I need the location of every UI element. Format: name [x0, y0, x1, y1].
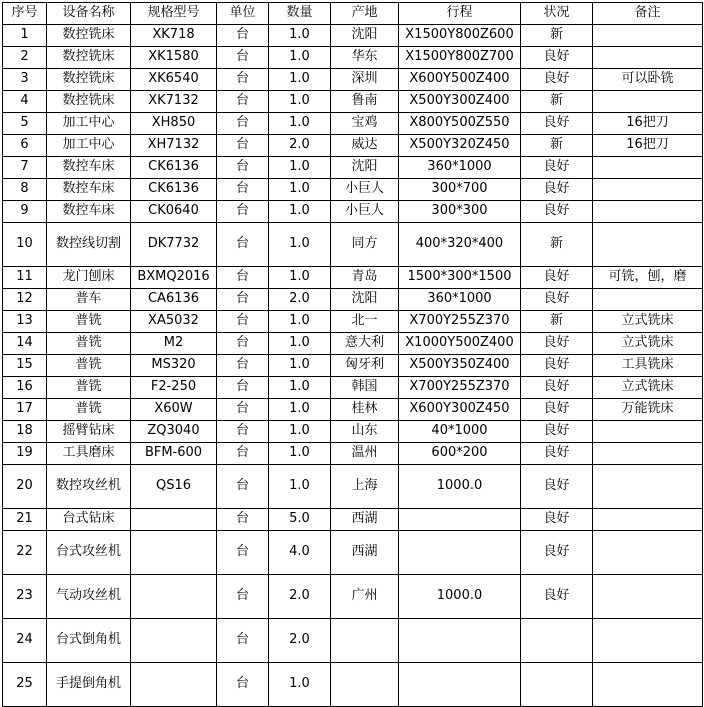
- cell-unit: 台: [217, 135, 269, 157]
- cell-quantity: 1.0: [269, 47, 331, 69]
- cell-origin: 威达: [331, 135, 399, 157]
- cell-quantity: 1.0: [269, 377, 331, 399]
- cell-origin: [331, 619, 399, 663]
- cell-model: F2-250: [131, 377, 217, 399]
- cell-origin: 同方: [331, 223, 399, 267]
- cell-model: QS16: [131, 465, 217, 509]
- cell-name: 加工中心: [47, 135, 131, 157]
- table-row: [3, 443, 703, 465]
- column-header-remark: 备注: [593, 3, 703, 25]
- cell-remark: [593, 465, 703, 509]
- cell-origin: 匈牙利: [331, 355, 399, 377]
- cell-index: 9: [3, 201, 47, 223]
- cell-origin: 鲁南: [331, 91, 399, 113]
- cell-travel: 300*700: [399, 179, 521, 201]
- cell-origin: 深圳: [331, 69, 399, 91]
- cell-travel: 40*1000: [399, 421, 521, 443]
- cell-travel: 360*1000: [399, 157, 521, 179]
- cell-travel: X600Y500Z400: [399, 69, 521, 91]
- table-header-row: [3, 3, 703, 25]
- cell-quantity: 1.0: [269, 157, 331, 179]
- cell-quantity: 4.0: [269, 531, 331, 575]
- cell-index: 19: [3, 443, 47, 465]
- cell-travel: 1500*300*1500: [399, 267, 521, 289]
- cell-travel: X500Y350Z400: [399, 355, 521, 377]
- cell-origin: 沈阳: [331, 157, 399, 179]
- cell-remark: [593, 509, 703, 531]
- cell-name: 数控车床: [47, 201, 131, 223]
- cell-model: X60W: [131, 399, 217, 421]
- cell-name: 数控铣床: [47, 91, 131, 113]
- cell-remark: [593, 663, 703, 707]
- column-header-model: 规格型号: [131, 3, 217, 25]
- cell-model: CK6136: [131, 179, 217, 201]
- table-row: [3, 157, 703, 179]
- cell-origin: 桂林: [331, 399, 399, 421]
- cell-travel: X1500Y800Z600: [399, 25, 521, 47]
- cell-origin: 韩国: [331, 377, 399, 399]
- table-row: [3, 619, 703, 663]
- cell-index: 20: [3, 465, 47, 509]
- cell-unit: 台: [217, 25, 269, 47]
- table-row: [3, 47, 703, 69]
- cell-condition: 良好: [521, 157, 593, 179]
- cell-model: CK6136: [131, 157, 217, 179]
- cell-quantity: 1.0: [269, 465, 331, 509]
- cell-name: 数控攻丝机: [47, 465, 131, 509]
- cell-origin: [331, 663, 399, 707]
- cell-condition: 良好: [521, 399, 593, 421]
- cell-origin: 山东: [331, 421, 399, 443]
- cell-travel: X800Y500Z550: [399, 113, 521, 135]
- table-row: [3, 575, 703, 619]
- cell-name: 普铣: [47, 377, 131, 399]
- cell-name: 摇臂钻床: [47, 421, 131, 443]
- cell-name: 手提倒角机: [47, 663, 131, 707]
- cell-quantity: 1.0: [269, 25, 331, 47]
- cell-name: 龙门刨床: [47, 267, 131, 289]
- cell-condition: 良好: [521, 333, 593, 355]
- cell-remark: [593, 531, 703, 575]
- cell-remark: 立式铣床: [593, 311, 703, 333]
- table-row: [3, 333, 703, 355]
- cell-travel: X700Y255Z370: [399, 311, 521, 333]
- cell-condition: 新: [521, 223, 593, 267]
- cell-index: 18: [3, 421, 47, 443]
- cell-travel: X1500Y800Z700: [399, 47, 521, 69]
- cell-index: 8: [3, 179, 47, 201]
- cell-model: BXMQ2016: [131, 267, 217, 289]
- cell-origin: 沈阳: [331, 25, 399, 47]
- cell-quantity: 1.0: [269, 355, 331, 377]
- cell-unit: 台: [217, 223, 269, 267]
- cell-model: [131, 619, 217, 663]
- cell-condition: 良好: [521, 421, 593, 443]
- cell-model: M2: [131, 333, 217, 355]
- cell-travel: X500Y300Z400: [399, 91, 521, 113]
- cell-origin: 小巨人: [331, 179, 399, 201]
- cell-name: 数控铣床: [47, 47, 131, 69]
- cell-index: 13: [3, 311, 47, 333]
- cell-remark: 万能铣床: [593, 399, 703, 421]
- cell-origin: 上海: [331, 465, 399, 509]
- cell-travel: [399, 509, 521, 531]
- table-row: [3, 531, 703, 575]
- table-row: [3, 179, 703, 201]
- cell-quantity: 1.0: [269, 663, 331, 707]
- cell-name: 台式钻床: [47, 509, 131, 531]
- cell-quantity: 1.0: [269, 399, 331, 421]
- cell-quantity: 1.0: [269, 267, 331, 289]
- cell-index: 17: [3, 399, 47, 421]
- cell-model: XH7132: [131, 135, 217, 157]
- cell-name: 台式攻丝机: [47, 531, 131, 575]
- cell-remark: [593, 421, 703, 443]
- cell-travel: X500Y320Z450: [399, 135, 521, 157]
- table-row: [3, 113, 703, 135]
- cell-origin: 小巨人: [331, 201, 399, 223]
- cell-quantity: 2.0: [269, 289, 331, 311]
- cell-condition: 新: [521, 311, 593, 333]
- table-row: [3, 289, 703, 311]
- cell-quantity: 1.0: [269, 223, 331, 267]
- cell-quantity: 1.0: [269, 333, 331, 355]
- equipment-table: [2, 2, 703, 707]
- cell-index: 1: [3, 25, 47, 47]
- cell-name: 数控线切割: [47, 223, 131, 267]
- cell-remark: [593, 25, 703, 47]
- cell-unit: 台: [217, 663, 269, 707]
- cell-quantity: 1.0: [269, 201, 331, 223]
- column-header-quantity: 数量: [269, 3, 331, 25]
- cell-remark: [593, 201, 703, 223]
- cell-unit: 台: [217, 113, 269, 135]
- cell-index: 7: [3, 157, 47, 179]
- cell-unit: 台: [217, 619, 269, 663]
- cell-condition: 良好: [521, 47, 593, 69]
- table-row: [3, 355, 703, 377]
- cell-origin: 青岛: [331, 267, 399, 289]
- cell-model: MS320: [131, 355, 217, 377]
- column-header-origin: 产地: [331, 3, 399, 25]
- cell-model: XK7132: [131, 91, 217, 113]
- cell-index: 3: [3, 69, 47, 91]
- cell-index: 12: [3, 289, 47, 311]
- cell-index: 24: [3, 619, 47, 663]
- cell-name: 台式倒角机: [47, 619, 131, 663]
- cell-remark: 16把刀: [593, 113, 703, 135]
- cell-index: 15: [3, 355, 47, 377]
- cell-unit: 台: [217, 157, 269, 179]
- cell-unit: 台: [217, 509, 269, 531]
- cell-name: 普铣: [47, 333, 131, 355]
- cell-unit: 台: [217, 399, 269, 421]
- cell-travel: X1000Y500Z400: [399, 333, 521, 355]
- cell-index: 25: [3, 663, 47, 707]
- cell-unit: 台: [217, 377, 269, 399]
- column-header-name: 设备名称: [47, 3, 131, 25]
- cell-condition: [521, 619, 593, 663]
- cell-condition: 新: [521, 91, 593, 113]
- table-row: [3, 201, 703, 223]
- cell-travel: [399, 663, 521, 707]
- cell-unit: 台: [217, 421, 269, 443]
- cell-remark: [593, 443, 703, 465]
- cell-unit: 台: [217, 179, 269, 201]
- cell-remark: 可以卧铣: [593, 69, 703, 91]
- cell-model: CA6136: [131, 289, 217, 311]
- cell-unit: 台: [217, 201, 269, 223]
- table-row: [3, 69, 703, 91]
- cell-index: 4: [3, 91, 47, 113]
- table-row: [3, 465, 703, 509]
- cell-remark: [593, 575, 703, 619]
- cell-index: 16: [3, 377, 47, 399]
- cell-unit: 台: [217, 91, 269, 113]
- cell-remark: 16把刀: [593, 135, 703, 157]
- cell-condition: 良好: [521, 377, 593, 399]
- cell-remark: 工具铣床: [593, 355, 703, 377]
- table-row: [3, 399, 703, 421]
- cell-travel: [399, 531, 521, 575]
- table-row: [3, 663, 703, 707]
- cell-unit: 台: [217, 267, 269, 289]
- cell-origin: 意大利: [331, 333, 399, 355]
- cell-condition: 良好: [521, 531, 593, 575]
- cell-unit: 台: [217, 531, 269, 575]
- cell-origin: 广州: [331, 575, 399, 619]
- table-row: [3, 91, 703, 113]
- cell-quantity: 2.0: [269, 619, 331, 663]
- cell-model: XH850: [131, 113, 217, 135]
- cell-condition: 良好: [521, 267, 593, 289]
- cell-travel: X700Y255Z370: [399, 377, 521, 399]
- cell-index: 5: [3, 113, 47, 135]
- cell-model: BFM-600: [131, 443, 217, 465]
- cell-index: 10: [3, 223, 47, 267]
- cell-model: XK6540: [131, 69, 217, 91]
- cell-index: 2: [3, 47, 47, 69]
- cell-name: 数控车床: [47, 179, 131, 201]
- cell-condition: 良好: [521, 575, 593, 619]
- cell-travel: 360*1000: [399, 289, 521, 311]
- cell-name: 工具磨床: [47, 443, 131, 465]
- cell-condition: 良好: [521, 465, 593, 509]
- cell-origin: 沈阳: [331, 289, 399, 311]
- cell-unit: 台: [217, 443, 269, 465]
- cell-model: XK718: [131, 25, 217, 47]
- cell-unit: 台: [217, 333, 269, 355]
- cell-travel: 300*300: [399, 201, 521, 223]
- cell-travel: 600*200: [399, 443, 521, 465]
- cell-origin: 北一: [331, 311, 399, 333]
- cell-condition: 新: [521, 25, 593, 47]
- table-row: [3, 509, 703, 531]
- table-row: [3, 267, 703, 289]
- cell-condition: 新: [521, 135, 593, 157]
- cell-origin: 华东: [331, 47, 399, 69]
- cell-remark: [593, 289, 703, 311]
- cell-travel: 1000.0: [399, 465, 521, 509]
- cell-quantity: 1.0: [269, 311, 331, 333]
- cell-condition: 良好: [521, 201, 593, 223]
- cell-name: 数控铣床: [47, 69, 131, 91]
- column-header-travel: 行程: [399, 3, 521, 25]
- cell-condition: 良好: [521, 355, 593, 377]
- cell-quantity: 1.0: [269, 69, 331, 91]
- cell-condition: 良好: [521, 443, 593, 465]
- table-body: [3, 25, 703, 707]
- cell-condition: 良好: [521, 179, 593, 201]
- cell-name: 普车: [47, 289, 131, 311]
- cell-remark: 立式铣床: [593, 333, 703, 355]
- cell-origin: 温州: [331, 443, 399, 465]
- cell-remark: 可铣，刨，磨: [593, 267, 703, 289]
- cell-index: 23: [3, 575, 47, 619]
- cell-quantity: 2.0: [269, 135, 331, 157]
- cell-model: DK7732: [131, 223, 217, 267]
- cell-condition: 良好: [521, 113, 593, 135]
- table-row: [3, 421, 703, 443]
- cell-index: 6: [3, 135, 47, 157]
- cell-name: 普铣: [47, 311, 131, 333]
- cell-name: 普铣: [47, 399, 131, 421]
- cell-name: 气动攻丝机: [47, 575, 131, 619]
- cell-model: [131, 531, 217, 575]
- table-row: [3, 223, 703, 267]
- cell-index: 21: [3, 509, 47, 531]
- cell-remark: [593, 47, 703, 69]
- cell-remark: [593, 157, 703, 179]
- cell-unit: 台: [217, 289, 269, 311]
- cell-index: 11: [3, 267, 47, 289]
- cell-unit: 台: [217, 69, 269, 91]
- cell-model: [131, 575, 217, 619]
- cell-quantity: 5.0: [269, 509, 331, 531]
- cell-unit: 台: [217, 311, 269, 333]
- cell-quantity: 1.0: [269, 421, 331, 443]
- table-row: [3, 311, 703, 333]
- cell-quantity: 1.0: [269, 113, 331, 135]
- cell-remark: [593, 223, 703, 267]
- cell-remark: 立式铣床: [593, 377, 703, 399]
- cell-model: XK1580: [131, 47, 217, 69]
- cell-model: [131, 509, 217, 531]
- cell-name: 加工中心: [47, 113, 131, 135]
- cell-travel: 400*320*400: [399, 223, 521, 267]
- cell-origin: 西湖: [331, 531, 399, 575]
- column-header-index: 序号: [3, 3, 47, 25]
- cell-remark: [593, 179, 703, 201]
- cell-origin: 西湖: [331, 509, 399, 531]
- table-row: [3, 25, 703, 47]
- cell-unit: 台: [217, 575, 269, 619]
- cell-quantity: 1.0: [269, 179, 331, 201]
- column-header-condition: 状况: [521, 3, 593, 25]
- cell-index: 22: [3, 531, 47, 575]
- cell-name: 数控车床: [47, 157, 131, 179]
- column-header-unit: 单位: [217, 3, 269, 25]
- cell-remark: [593, 619, 703, 663]
- cell-condition: 良好: [521, 69, 593, 91]
- cell-remark: [593, 91, 703, 113]
- cell-quantity: 1.0: [269, 443, 331, 465]
- cell-travel: 1000.0: [399, 575, 521, 619]
- cell-quantity: 1.0: [269, 91, 331, 113]
- cell-travel: X600Y300Z450: [399, 399, 521, 421]
- cell-model: ZQ3040: [131, 421, 217, 443]
- cell-origin: 宝鸡: [331, 113, 399, 135]
- cell-name: 数控铣床: [47, 25, 131, 47]
- table-row: [3, 377, 703, 399]
- cell-travel: [399, 619, 521, 663]
- cell-model: XA5032: [131, 311, 217, 333]
- cell-condition: [521, 663, 593, 707]
- cell-condition: 良好: [521, 509, 593, 531]
- cell-model: CK0640: [131, 201, 217, 223]
- cell-index: 14: [3, 333, 47, 355]
- cell-unit: 台: [217, 47, 269, 69]
- cell-unit: 台: [217, 465, 269, 509]
- cell-condition: 良好: [521, 289, 593, 311]
- cell-model: [131, 663, 217, 707]
- table-row: [3, 135, 703, 157]
- cell-unit: 台: [217, 355, 269, 377]
- cell-name: 普铣: [47, 355, 131, 377]
- cell-quantity: 2.0: [269, 575, 331, 619]
